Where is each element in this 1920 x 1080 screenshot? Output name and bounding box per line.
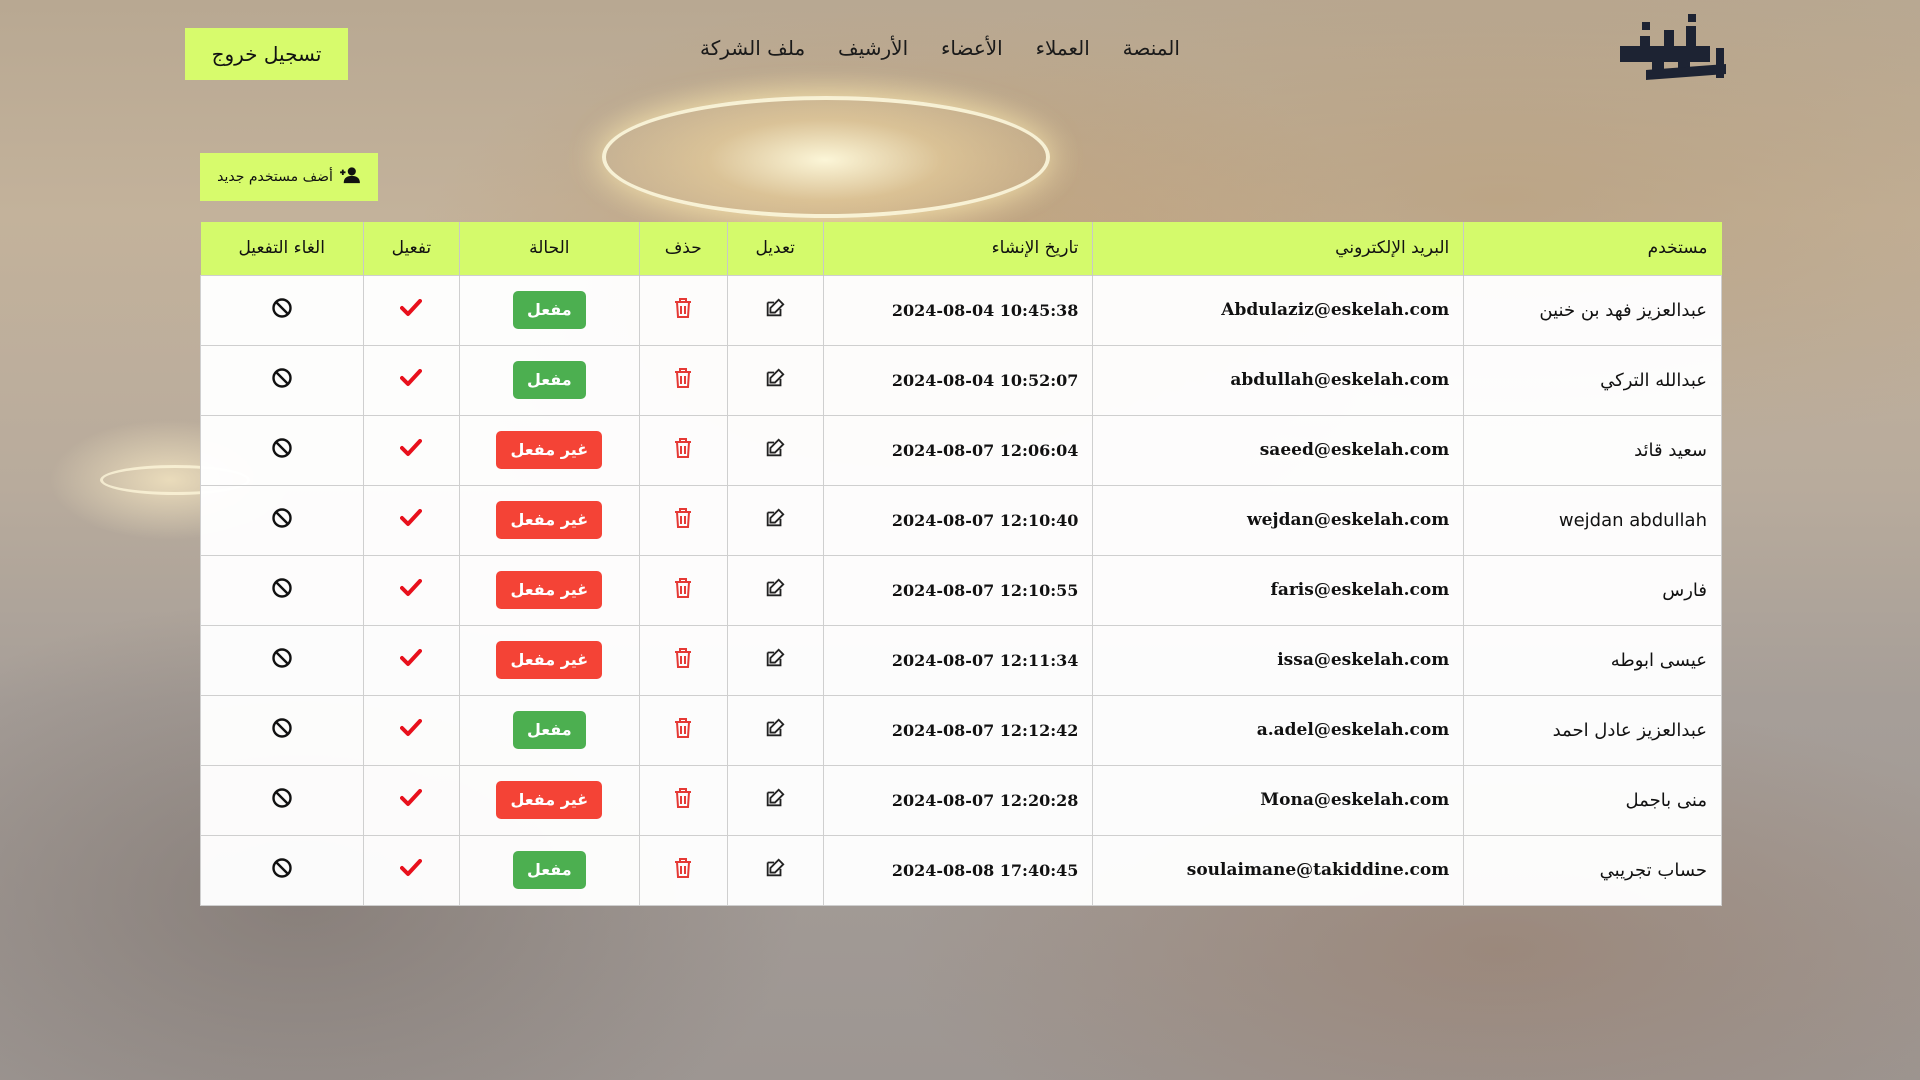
cell-created — [823, 625, 1093, 695]
status-badge: مفعل — [513, 711, 586, 749]
trash-icon[interactable] — [674, 718, 692, 743]
ban-icon[interactable] — [271, 297, 293, 324]
cell-status — [459, 765, 639, 835]
table-row — [201, 835, 1722, 905]
background-light-ring — [602, 96, 1050, 218]
cell-edit — [727, 835, 823, 905]
cell-status — [459, 625, 639, 695]
cell-created — [823, 485, 1093, 555]
cell-edit — [727, 765, 823, 835]
status-badge: غير مفعل — [496, 571, 602, 609]
cell-delete — [639, 695, 727, 765]
cell-delete — [639, 275, 727, 345]
ban-icon[interactable] — [271, 717, 293, 744]
cell-created — [823, 555, 1093, 625]
table-row — [201, 275, 1722, 345]
status-badge: مفعل — [513, 851, 586, 889]
created-value: 2024-08-08 17:40:45 — [891, 860, 1079, 880]
column-header-edit: تعديل — [727, 222, 823, 275]
cell-delete — [639, 625, 727, 695]
logout-button[interactable]: تسجيل خروج — [185, 28, 348, 80]
table-row — [201, 695, 1722, 765]
cell-user: عيسى ابوطه — [1464, 625, 1722, 695]
trash-icon[interactable] — [674, 578, 692, 603]
trash-icon[interactable] — [674, 298, 692, 323]
edit-icon[interactable] — [764, 437, 786, 464]
cell-activate — [363, 695, 459, 765]
cell-edit — [727, 485, 823, 555]
cell-edit — [727, 275, 823, 345]
cell-edit — [727, 695, 823, 765]
column-header-delete: حذف — [639, 222, 727, 275]
main-nav — [700, 36, 1180, 60]
nav-item-archive[interactable]: الأرشيف — [838, 36, 909, 60]
cell-status — [459, 555, 639, 625]
trash-icon[interactable] — [674, 368, 692, 393]
check-icon[interactable] — [400, 649, 422, 672]
cell-deactivate — [201, 345, 364, 415]
table-row — [201, 345, 1722, 415]
ban-icon[interactable] — [271, 437, 293, 464]
column-header-status: الحالة — [459, 222, 639, 275]
ban-icon[interactable] — [271, 367, 293, 394]
user-plus-icon — [339, 166, 361, 188]
users-table — [200, 222, 1722, 906]
cell-email: a.adel@eskelah.com — [1093, 695, 1464, 765]
table-row — [201, 415, 1722, 485]
trash-icon[interactable] — [674, 788, 692, 813]
status-badge: غير مفعل — [496, 641, 602, 679]
cell-status — [459, 345, 639, 415]
column-header-email: البريد الإلكتروني — [1093, 222, 1464, 275]
cell-deactivate — [201, 555, 364, 625]
cell-deactivate — [201, 835, 364, 905]
cell-user: حساب تجريبي — [1464, 835, 1722, 905]
logo-mark — [1606, 14, 1736, 88]
created-value: 2024-08-04 10:45:38 — [891, 300, 1079, 320]
cell-activate — [363, 555, 459, 625]
cell-deactivate — [201, 415, 364, 485]
trash-icon[interactable] — [674, 438, 692, 463]
cell-user: wejdan abdullah — [1464, 485, 1722, 555]
status-badge: غير مفعل — [496, 781, 602, 819]
nav-item-platform[interactable]: المنصة — [1122, 36, 1180, 60]
cell-status — [459, 275, 639, 345]
check-icon[interactable] — [400, 579, 422, 602]
column-header-deactivate: الغاء التفعيل — [201, 222, 364, 275]
cell-edit — [727, 555, 823, 625]
cell-edit — [727, 625, 823, 695]
edit-icon[interactable] — [764, 717, 786, 744]
table-header-row — [201, 222, 1722, 275]
cell-email: issa@eskelah.com — [1093, 625, 1464, 695]
cell-email: faris@eskelah.com — [1093, 555, 1464, 625]
cell-created — [823, 695, 1093, 765]
cell-delete — [639, 415, 727, 485]
check-icon[interactable] — [400, 859, 422, 882]
check-icon[interactable] — [400, 369, 422, 392]
cell-activate — [363, 625, 459, 695]
cell-user: عبدالعزيز عادل احمد — [1464, 695, 1722, 765]
cell-deactivate — [201, 695, 364, 765]
check-icon[interactable] — [400, 439, 422, 462]
created-value: 2024-08-07 12:12:42 — [891, 720, 1079, 740]
trash-icon[interactable] — [674, 508, 692, 533]
created-value: 2024-08-04 10:52:07 — [891, 370, 1079, 390]
add-user-button[interactable] — [200, 153, 378, 201]
created-value: 2024-08-07 12:06:04 — [891, 440, 1079, 460]
edit-icon[interactable] — [764, 297, 786, 324]
table-row — [201, 625, 1722, 695]
cell-activate — [363, 415, 459, 485]
add-user-label: أضف مستخدم جديد — [217, 169, 333, 185]
cell-created — [823, 415, 1093, 485]
edit-icon[interactable] — [764, 787, 786, 814]
cell-status — [459, 485, 639, 555]
cell-edit — [727, 345, 823, 415]
edit-icon[interactable] — [764, 507, 786, 534]
cell-activate — [363, 485, 459, 555]
cell-created — [823, 765, 1093, 835]
cell-email: Abdulaziz@eskelah.com — [1093, 275, 1464, 345]
cell-delete — [639, 835, 727, 905]
check-icon[interactable] — [400, 719, 422, 742]
cell-deactivate — [201, 765, 364, 835]
cell-delete — [639, 765, 727, 835]
cell-edit — [727, 415, 823, 485]
created-value: 2024-08-07 12:20:28 — [891, 790, 1079, 810]
column-header-activate: تفعيل — [363, 222, 459, 275]
edit-icon[interactable] — [764, 577, 786, 604]
cell-user: منى باجمل — [1464, 765, 1722, 835]
status-badge: غير مفعل — [496, 431, 602, 469]
cell-delete — [639, 485, 727, 555]
cell-user: فارس — [1464, 555, 1722, 625]
check-icon[interactable] — [400, 789, 422, 812]
cell-deactivate — [201, 625, 364, 695]
cell-email: Mona@eskelah.com — [1093, 765, 1464, 835]
cell-delete — [639, 555, 727, 625]
created-value: 2024-08-07 12:11:34 — [891, 650, 1079, 670]
cell-created — [823, 835, 1093, 905]
cell-user: عبدالعزيز فهد بن خنين — [1464, 275, 1722, 345]
status-badge: غير مفعل — [496, 501, 602, 539]
users-table-container — [200, 222, 1722, 906]
cell-status — [459, 835, 639, 905]
table-row — [201, 485, 1722, 555]
logo[interactable] — [1606, 14, 1736, 88]
cell-activate — [363, 275, 459, 345]
cell-created — [823, 275, 1093, 345]
cell-email: abdullah@eskelah.com — [1093, 345, 1464, 415]
cell-email: soulaimane@takiddine.com — [1093, 835, 1464, 905]
table-row — [201, 555, 1722, 625]
check-icon[interactable] — [400, 299, 422, 322]
column-header-user: مستخدم — [1464, 222, 1722, 275]
cell-user: سعيد قائد — [1464, 415, 1722, 485]
ban-icon[interactable] — [271, 577, 293, 604]
cell-status — [459, 695, 639, 765]
ban-icon[interactable] — [271, 857, 293, 884]
trash-icon[interactable] — [674, 648, 692, 673]
ban-icon[interactable] — [271, 507, 293, 534]
nav-item-members[interactable]: الأعضاء — [940, 36, 1003, 60]
cell-deactivate — [201, 485, 364, 555]
cell-email: saeed@eskelah.com — [1093, 415, 1464, 485]
column-header-created: تاريخ الإنشاء — [823, 222, 1093, 275]
trash-icon[interactable] — [674, 858, 692, 883]
ban-icon[interactable] — [271, 787, 293, 814]
nav-item-clients[interactable]: العملاء — [1035, 36, 1090, 60]
cell-activate — [363, 765, 459, 835]
cell-email: wejdan@eskelah.com — [1093, 485, 1464, 555]
cell-activate — [363, 835, 459, 905]
edit-icon[interactable] — [764, 857, 786, 884]
cell-created — [823, 345, 1093, 415]
created-value: 2024-08-07 12:10:55 — [891, 580, 1079, 600]
cell-user: عبدالله التركي — [1464, 345, 1722, 415]
cell-delete — [639, 345, 727, 415]
edit-icon[interactable] — [764, 647, 786, 674]
status-badge: مفعل — [513, 291, 586, 329]
table-row — [201, 765, 1722, 835]
status-badge: مفعل — [513, 361, 586, 399]
nav-item-company-profile[interactable]: ملف الشركة — [700, 36, 806, 60]
check-icon[interactable] — [400, 509, 422, 532]
edit-icon[interactable] — [764, 367, 786, 394]
ban-icon[interactable] — [271, 647, 293, 674]
cell-activate — [363, 345, 459, 415]
cell-deactivate — [201, 275, 364, 345]
created-value: 2024-08-07 12:10:40 — [891, 510, 1079, 530]
cell-status — [459, 415, 639, 485]
